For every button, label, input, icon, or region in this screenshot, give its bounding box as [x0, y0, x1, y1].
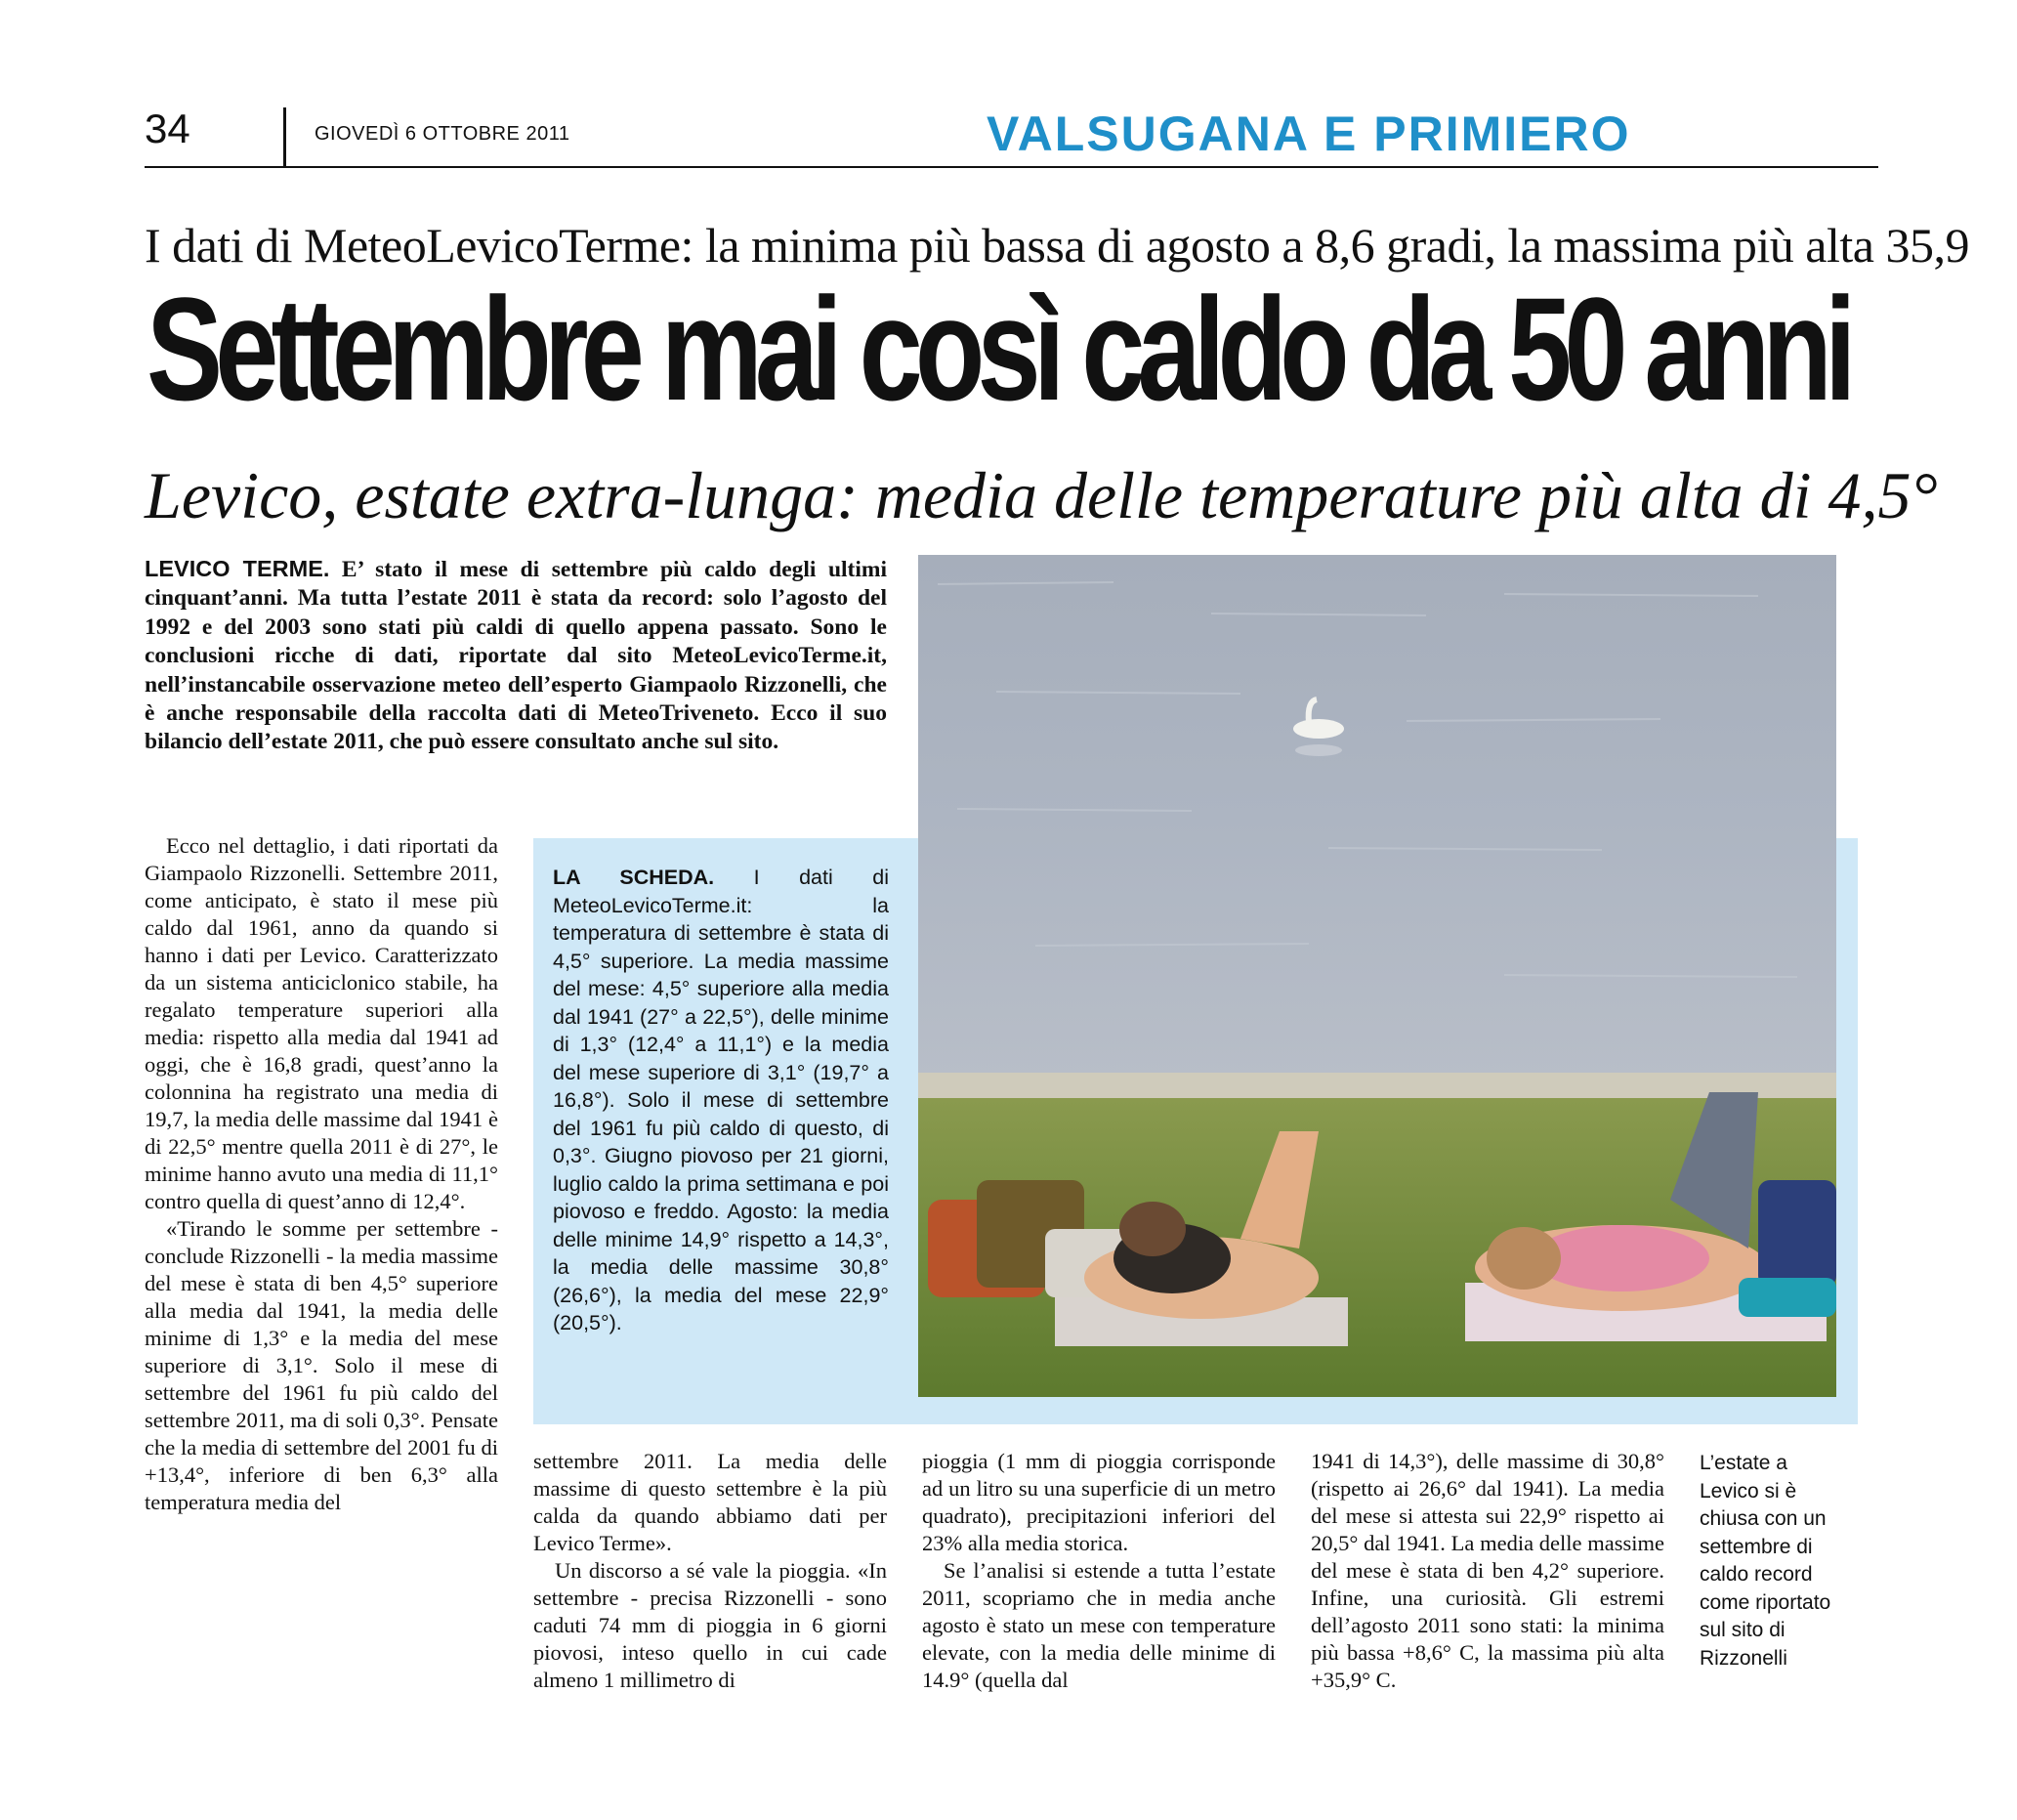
scheda-label: LA SCHEDA.: [553, 866, 715, 889]
article-photo: [918, 555, 1836, 1397]
article-column-3: [922, 1448, 1276, 1694]
sunbathers-on-lakeshore-image: [918, 555, 1836, 1397]
article-paragraph: Un discorso a sé vale la pioggia. «In settembre - precisa Rizzonelli - sono caduti 74 mm di pioggia in 6 giorni piovosi, inteso quello in cui cade almeno 1 millimetro di: [533, 1558, 887, 1692]
article-column-1: [145, 832, 498, 1516]
article-subheadline: Levico, estate extra-lunga: media delle temperature più alta di 4,5°: [145, 458, 1938, 532]
scheda-text: [553, 864, 889, 1337]
dateline: LEVICO TERME.: [145, 556, 330, 581]
scheda-body: I dati di MeteoLevicoTerme.it: la temperatura di settembre è stata di 4,5° superiore. La media massime del mese: 4,5° superiore alla media dal 1941 (27° a 22,5°), delle minime di 1,3° (12,4° a 11,1°) e la media del mese superiore di 3,1° (19,7° a 16,8°). Solo il mese di settembre del 1961 fu più caldo di questo, di 0,3°. Giugno piovoso per 21 giorni, luglio caldo la prima settimana e poi piovoso e freddo. Agosto: la media delle minime 14,9° rispetto a 14,3°, la media delle massime 30,8° (26,6°), la media del mese 22,9° (20,5°).: [553, 866, 889, 1334]
issue-date: GIOVEDÌ 6 OTTOBRE 2011: [315, 123, 570, 145]
article-paragraph: settembre 2011. La media delle massime di questo settembre è la più calda da quando abbiamo dati per Levico Terme».: [533, 1449, 887, 1555]
article-column-2: [533, 1448, 887, 1694]
article-paragraph: «Tirando le somme per settembre - conclude Rizzonelli - la media massime del mese è stata di ben 4,5° superiore alla media dal 1941, la media delle minime di 1,3° e la media del mese superiore di 3,1°. Solo il mese di settembre del 1961 fu più caldo del settembre 2011, ma di soli 0,3°. Pensate che la media di settembre del 2001 fu di +13,4°, inferiore di ben 6,3° alla temperatura media del: [145, 1216, 498, 1514]
page-number: 34: [145, 106, 190, 151]
header-divider: [283, 107, 286, 166]
article-lead: [145, 555, 887, 757]
article-paragraph: Se l’analisi si estende a tutta l’estate 2011, scopriamo che in media anche agosto è stato un mese con temperature elevate, con la media delle minime di 14.9° (quella dal: [922, 1558, 1276, 1692]
article-headline: Settembre mai così caldo da 50 anni: [147, 267, 1849, 431]
photo-caption: L’estate a Levico si è chiusa con un settembre di caldo record come riportato sul sito di Rizzonelli: [1700, 1452, 1831, 1670]
header-rule: [145, 166, 1878, 168]
lead-text: E’ stato il mese di settembre più caldo degli ultimi cinquant’anni. Ma tutta l’estate 2011 è stata da record: solo l’agosto del 1992 e del 2003 sono stati più caldi di quello appena passato. Sono le conclusioni ricche di dati, riportate dal sito MeteoLevicoTerme.it, nell’instancabile osservazione meteo dell’esperto Giampaolo Rizzonelli, che è anche responsabile della raccolta dati di MeteoTriveneto. Ecco il suo bilancio dell’estate 2011, che può essere consultato anche sul sito.: [145, 557, 888, 755]
article-column-4: [1311, 1448, 1664, 1694]
article-paragraph: pioggia (1 mm di pioggia corrisponde ad un litro su una superficie di un metro quadrato), precipitazioni inferiori del 23% alla media storica.: [922, 1449, 1276, 1555]
article-paragraph: Ecco nel dettaglio, i dati riportati da Giampaolo Rizzonelli. Settembre 2011, come anticipato, è stato il mese più caldo dal 1961, anno da quando si hanno i dati per Levico. Caratterizzato da un sistema anticiclonico stabile, ha regalato temperature superiori alla media: rispetto alla media dal 1941 ad oggi, che è 16,8 gradi, quest’anno la colonnina ha registrato una media di 19,7, la media delle massime dal 1941 è di 22,5° mentre quella 2011 è di 27°, le minime hanno avuto una media di 11,1° contro quella di quest’anno di 12,4°.: [145, 833, 498, 1213]
article-paragraph: 1941 di 14,3°), delle massime di 30,8° (rispetto ai 26,6° dal 1941). La media del mese si attesta sui 22,9° rispetto ai 20,5° dal 1941. La media delle massime del mese è stata di ben 4,2° superiore. Infine, una curiosità. Gli estremi dell’agosto 2011 sono stati: la minima più bassa +8,6° C, la massima più alta +35,9° C.: [1311, 1449, 1664, 1692]
section-title: VALSUGANA E PRIMIERO: [987, 106, 1631, 161]
article-kicker: I dati di MeteoLevicoTerme: la minima più bassa di agosto a 8,6 gradi, la massima più alta 35,9: [145, 218, 1969, 273]
